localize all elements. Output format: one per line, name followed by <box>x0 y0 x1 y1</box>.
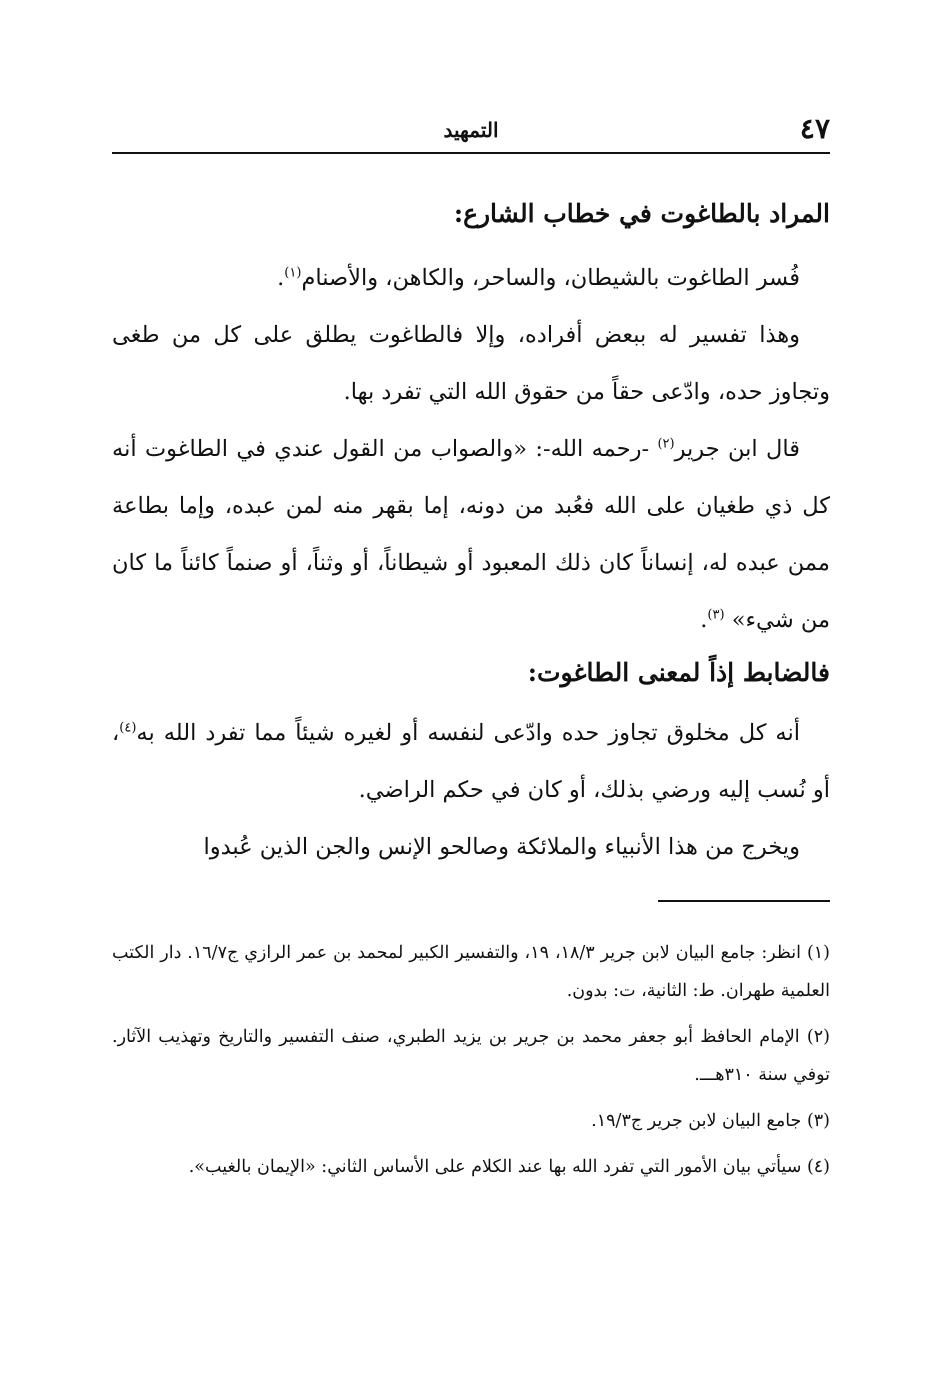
main-text <box>112 196 830 876</box>
section-heading-taghut-meaning: المراد بالطاغوت في خطاب الشارع: <box>453 199 830 228</box>
page-number: ٤٧ <box>799 112 830 145</box>
paragraph-text: ، أو نُسب إليه ورضي بذلك، أو كان في حكم الراضي. <box>112 720 830 803</box>
paragraph-text: -رحمه الله-: «والصواب من القول عندي في الطاغوت أنه كل ذي طغيان على الله فعُبد من دونه، إما بقهر منه لمن عبده، وإما بطاعة ممن عبده له، إنساناً كان ذلك المعبود أو شيطاناً، أو وثناً، أو صنماً كائناً ما كان من شيء» <box>112 436 830 633</box>
footnote-text: الإمام الحافظ أبو جعفر محمد بن جرير بن يزيد الطبري، صنف التفسير والتاريخ وتهذيب الآثار. توفي سنة ٣١٠هـــ. <box>112 1027 830 1085</box>
book-page <box>112 108 830 1194</box>
footnote-4 <box>112 1148 830 1186</box>
page-header <box>112 108 830 154</box>
paragraph-taghut-interpretations <box>112 250 830 307</box>
footnote-number: (٢) <box>806 1027 830 1047</box>
footnote-2 <box>112 1018 830 1094</box>
paragraph-end: . <box>277 265 285 291</box>
paragraph-text: أنه كل مخلوق تجاوز حده وادّعى لنفسه أو لغيره شيئاً مما تفرد الله به <box>136 720 800 746</box>
footnote-text: جامع البيان لابن جرير ج١٩/٣. <box>591 1111 802 1131</box>
footnote-3 <box>112 1102 830 1140</box>
footnote-text: سيأتي بيان الأمور التي تفرد الله بها عند الكلام على الأساس الثاني: «الإيمان بالغيب». <box>188 1157 802 1177</box>
footnote-ref-1[interactable]: (١) <box>284 265 302 281</box>
footnote-text: انظر: جامع البيان لابن جرير ١٨/٣، ١٩، والتفسير الكبير لمحمد بن عمر الرازي ج١٦/٧. دار الكتب العلمية طهران. ط: الثانية، ت: بدون. <box>112 943 830 1001</box>
paragraph-criterion <box>112 705 830 819</box>
section-heading-criterion: فالضابط إذاً لمعنى الطاغوت: <box>527 658 830 687</box>
paragraph-text: قال ابن جرير <box>674 436 800 462</box>
footnote-1 <box>112 934 830 1010</box>
paragraph-taghut-general: وهذا تفسير له ببعض أفراده، وإلا فالطاغوت يطلق على كل من طغى وتجاوز حده، وادّعى حقاً من حقوق الله التي تفرد بها. <box>112 322 830 405</box>
footnotes <box>112 934 830 1186</box>
running-title: التمهيد <box>443 118 499 142</box>
footnote-number: (١) <box>806 943 830 963</box>
paragraph-text: فُسر الطاغوت بالشيطان، والساحر، والكاهن، والأصنام <box>301 265 800 291</box>
paragraph-ibn-jarir-quote <box>112 421 830 649</box>
footnote-ref-4[interactable]: (٤) <box>119 720 137 736</box>
footnote-number: (٣) <box>806 1111 830 1131</box>
footnote-separator <box>658 900 830 902</box>
paragraph-end: . <box>700 607 708 633</box>
paragraph-exclusion: ويخرج من هذا الأنبياء والملائكة وصالحو الإنس والجن الذين عُبدوا <box>203 834 800 860</box>
footnote-ref-2[interactable]: (٢) <box>657 436 675 452</box>
footnote-number: (٤) <box>806 1157 830 1177</box>
footnote-ref-3[interactable]: (٣) <box>707 607 725 623</box>
